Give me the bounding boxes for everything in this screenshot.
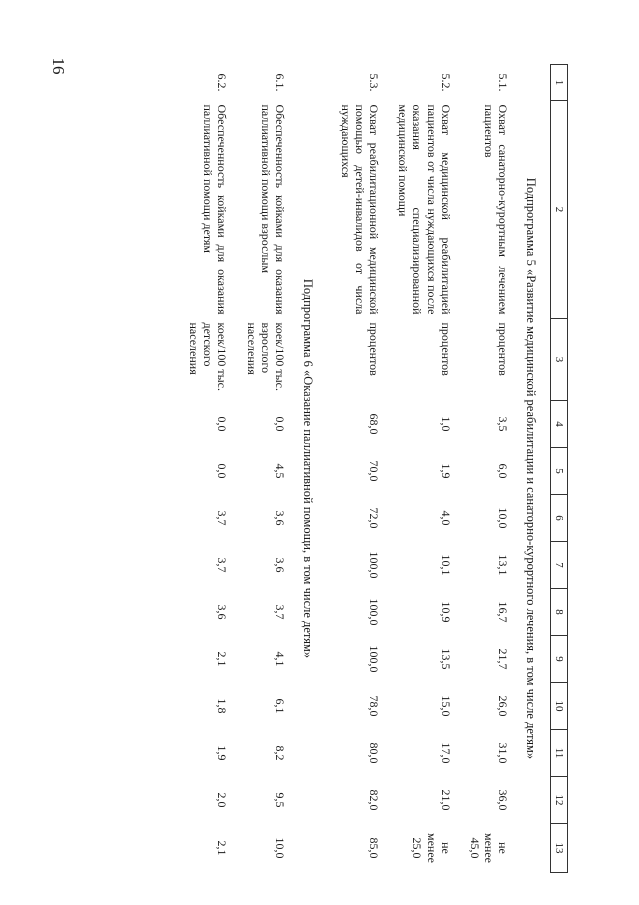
value-cell: 13,1 [496, 554, 511, 576]
value-cell: 6,1 [272, 698, 287, 714]
value-cell: 3,6 [215, 604, 230, 620]
value-cell: 1,0 [438, 416, 453, 432]
column-number: 3 [551, 319, 568, 401]
value-cell: 1,9 [438, 463, 453, 479]
value-cell: 70,0 [367, 460, 382, 482]
value-cell: 78,0 [367, 695, 382, 717]
value-cell: 6,0 [496, 463, 511, 479]
value-cell: 2,1 [215, 651, 230, 667]
unit: коек/100 тыс. детского населения [187, 322, 230, 391]
unit: процентов [438, 322, 453, 376]
section-title: Подпрограмма 5 «Развитие медицинской реабилитации и санаторно-курортного лечения, в том числе детям» [524, 177, 538, 760]
value-cell: 26,0 [496, 695, 511, 717]
indicator-name: Охват санаторно-курортным лечением пациентов [482, 104, 511, 315]
value-cell: 100,0 [367, 551, 382, 579]
column-number: 8 [551, 589, 568, 636]
column-number: 4 [551, 401, 568, 448]
table-row [384, 65, 456, 873]
table-row [175, 65, 232, 873]
value-cell: 4,5 [272, 463, 287, 479]
rotated-table-container [100, 64, 568, 872]
indicator-name: Охват реабилитационной медицинской помощью детей-инвалидов от числа нуждающихся [338, 104, 382, 315]
value-cell: 1,8 [215, 698, 230, 714]
value-cell: 0,0 [215, 463, 230, 479]
table-row [456, 65, 513, 873]
row-number: 5.1. [496, 73, 511, 92]
column-number: 9 [551, 636, 568, 683]
value-cell: 68,0 [367, 413, 382, 435]
value-cell: 13,5 [438, 648, 453, 670]
value-cell: 3,7 [272, 604, 287, 620]
value-cell: 9,5 [272, 792, 287, 808]
value-cell: 3,7 [215, 557, 230, 573]
indicator-name: Обеспеченность койками для оказания паллиативной помощи взрослым [258, 104, 287, 315]
row-number: 5.3. [367, 73, 382, 92]
value-cell: 15,0 [438, 695, 453, 717]
value-cell: 82,0 [367, 789, 382, 811]
column-number: 2 [551, 101, 568, 319]
unit: коек/100 тыс. взрослого населения [244, 322, 287, 391]
value-cell: 8,2 [272, 745, 287, 761]
value-cell: 72,0 [367, 507, 382, 529]
column-number: 6 [551, 495, 568, 542]
value-cell: 0,0 [272, 416, 287, 432]
column-number: 5 [551, 448, 568, 495]
value-cell: 31,0 [496, 742, 511, 764]
row-number: 5.2. [438, 73, 453, 92]
column-number-header-row [551, 65, 568, 873]
value-cell: 2,0 [215, 792, 230, 808]
value-cell: 21,0 [438, 789, 453, 811]
indicator-name: Обеспеченность койками для оказания паллиативной помощи детям [201, 104, 230, 315]
value-cell: 16,7 [496, 601, 511, 623]
value-cell: 85,0 [367, 837, 382, 859]
value-cell: 100,0 [367, 598, 382, 626]
column-number: 7 [551, 542, 568, 589]
value-cell: 80,0 [367, 742, 382, 764]
unit: процентов [496, 322, 511, 376]
value-cell: 10,0 [496, 507, 511, 529]
column-number: 10 [551, 683, 568, 730]
value-cell: не менее 45,0 [467, 833, 511, 863]
value-cell: 4,1 [272, 651, 287, 667]
value-cell: 3,6 [272, 557, 287, 573]
table-row [232, 65, 289, 873]
column-number: 1 [551, 65, 568, 101]
unit: процентов [367, 322, 382, 376]
section-title-row [290, 65, 327, 873]
table-row [327, 65, 384, 873]
column-number: 11 [551, 730, 568, 777]
column-number: 13 [551, 824, 568, 873]
value-cell: 3,6 [272, 510, 287, 526]
page-number: 16 [49, 57, 68, 75]
value-cell: 4,0 [438, 510, 453, 526]
row-number: 6.2. [215, 73, 230, 92]
value-cell: 10,0 [272, 837, 287, 859]
indicators-table [175, 64, 568, 873]
value-cell: 100,0 [367, 645, 382, 673]
value-cell: 36,0 [496, 789, 511, 811]
value-cell: 1,9 [215, 745, 230, 761]
value-cell: 2,1 [215, 840, 230, 856]
value-cell: 3,5 [496, 416, 511, 432]
value-cell: 10,9 [438, 601, 453, 623]
section-title: Подпрограмма 6 «Оказание паллиативной помощи, в том числе детям» [300, 278, 315, 659]
section-title-row [513, 65, 550, 873]
row-number: 6.1. [272, 73, 287, 92]
value-cell: 10,1 [438, 554, 453, 576]
indicator-name: Охват медицинской реабилитацией пациентов от числа нуждающихся после оказания специализированной медицинской помощи [396, 104, 453, 315]
column-number: 12 [551, 777, 568, 824]
value-cell: 3,7 [215, 510, 230, 526]
value-cell: 17,0 [438, 742, 453, 764]
value-cell: не менее 25,0 [410, 833, 453, 863]
value-cell: 0,0 [215, 416, 230, 432]
value-cell: 21,7 [496, 648, 511, 670]
